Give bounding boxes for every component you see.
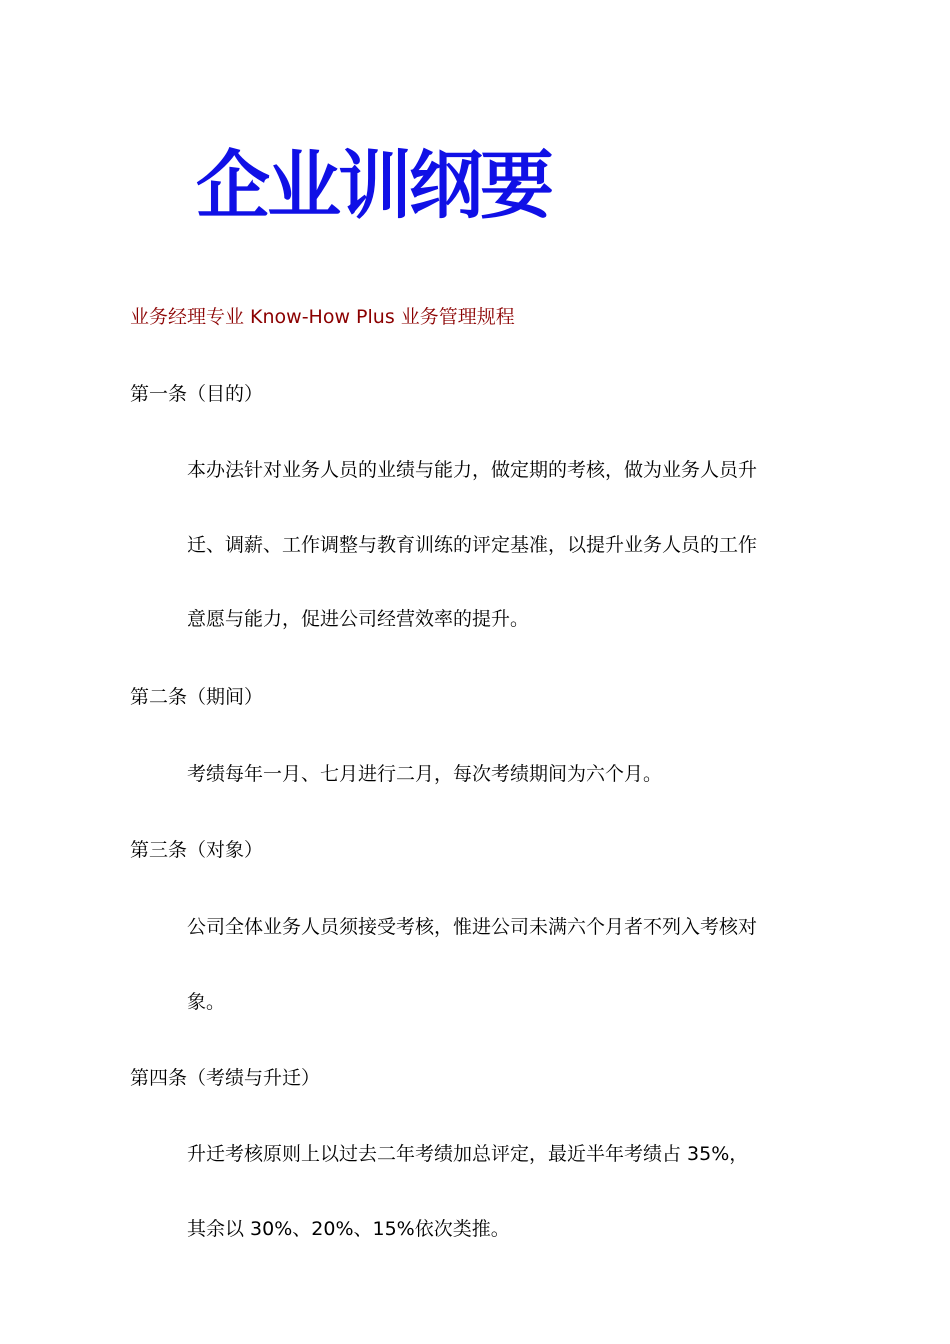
article-1-heading: 第一条（目的） xyxy=(130,383,264,405)
article-1-line-1: 本办法针对业务人员的业绩与能力，做定期的考核，做为业务人员升 xyxy=(187,459,758,481)
page-title: 企业训纲要 xyxy=(196,143,551,229)
article-4-line-1: 升迁考核原则上以过去二年考绩加总评定，最近半年考绩占 35%， xyxy=(187,1143,749,1165)
article-4-line-2: 其余以 30%、20%、15%依次类推。 xyxy=(187,1218,510,1240)
article-3-line-1: 公司全体业务人员须接受考核，惟进公司未满六个月者不列入考核对 xyxy=(187,916,758,938)
document-subtitle: 业务经理专业 Know-How Plus 业务管理规程 xyxy=(130,306,515,328)
article-3-line-2: 象。 xyxy=(187,991,226,1013)
article-2-heading: 第二条（期间） xyxy=(130,686,264,708)
article-1-line-3: 意愿与能力，促进公司经营效率的提升。 xyxy=(187,608,530,630)
article-2-line-1: 考绩每年一月、七月进行二月，每次考绩期间为六个月。 xyxy=(187,763,663,785)
article-1-line-2: 迁、调薪、工作调整与教育训练的评定基准，以提升业务人员的工作 xyxy=(187,534,758,556)
article-3-heading: 第三条（对象） xyxy=(130,839,264,861)
article-4-heading: 第四条（考绩与升迁） xyxy=(130,1067,321,1089)
